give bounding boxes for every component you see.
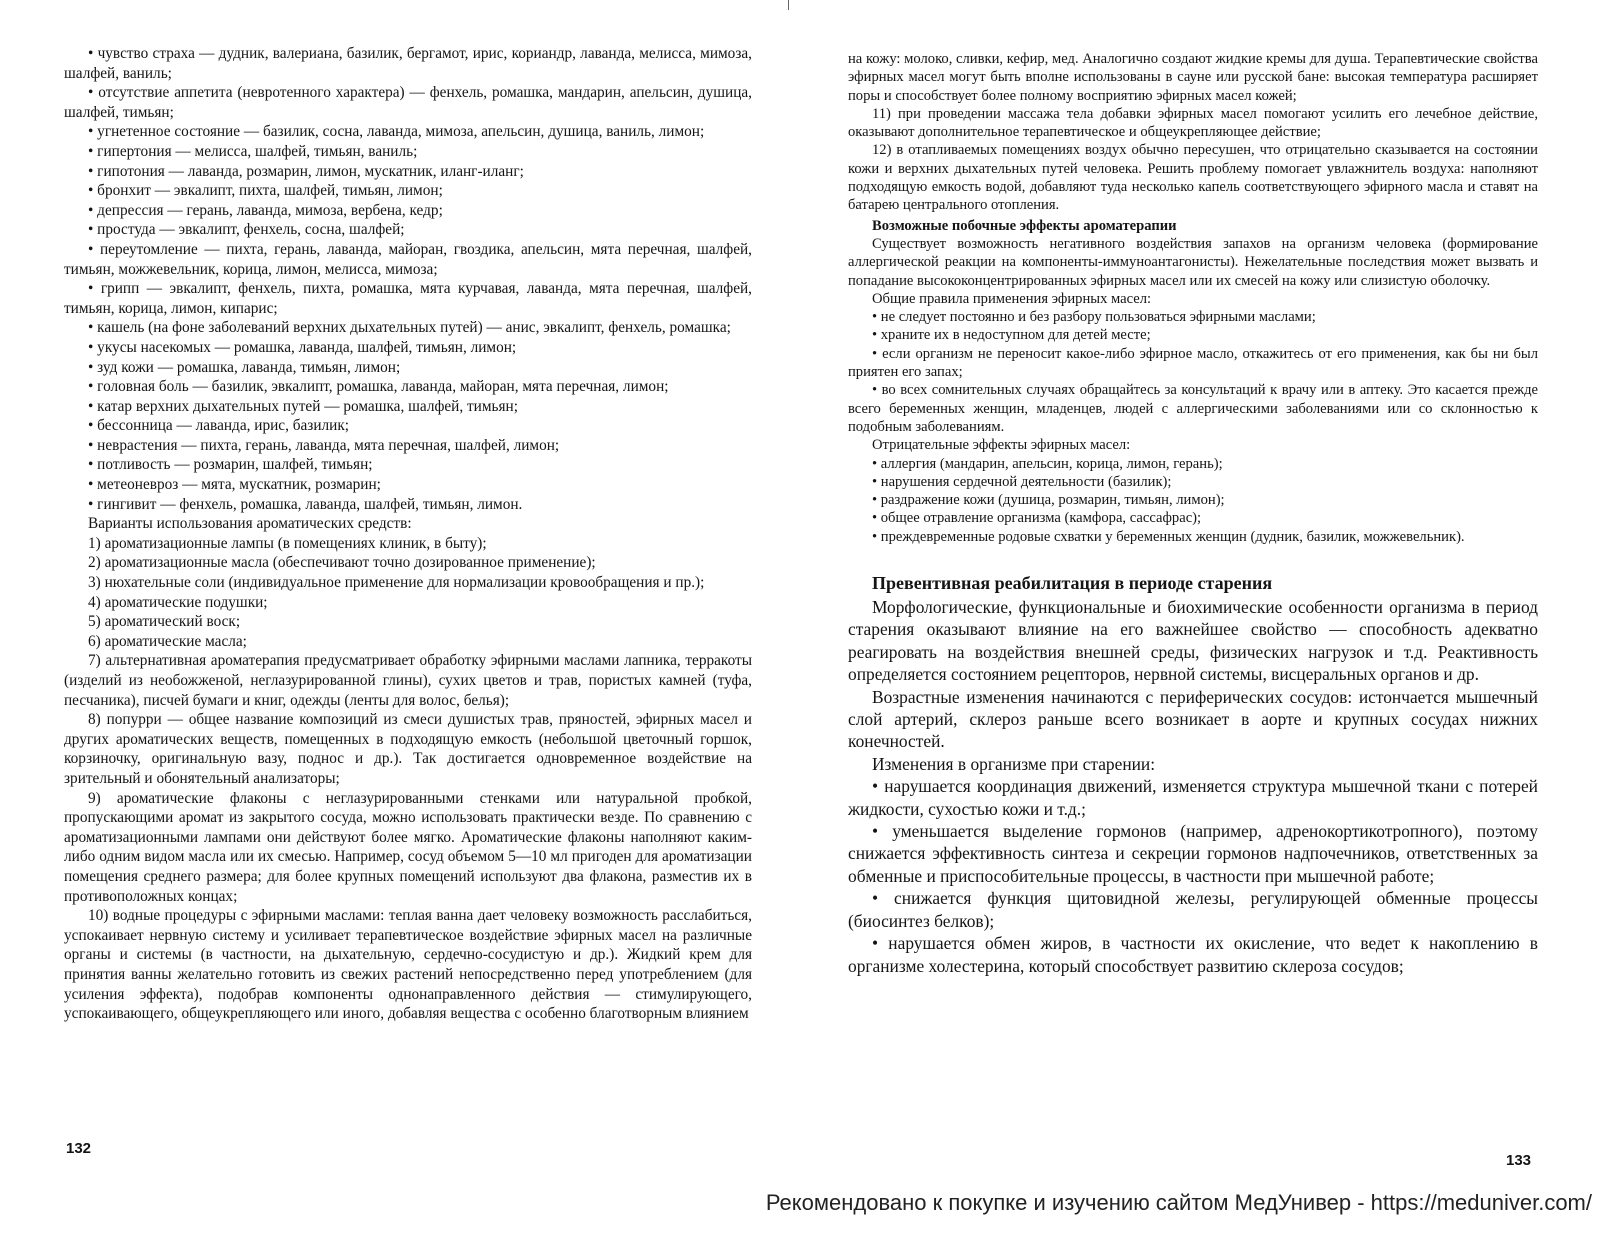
paragraph: Отрицательные эффекты эфирных масел: [872, 437, 1131, 454]
footer-watermark: Рекомендовано к покупке и изучению сайтом МедУнивер - https://meduniver.com/ [765, 1190, 1592, 1215]
paragraph: • аллергия (мандарин, апельсин, корица, лимон, герань); [872, 455, 1223, 472]
paragraph: • катар верхних дыхательных путей — ромашка, шалфей, тимьян; [88, 397, 518, 415]
paragraph: • укусы насекомых — ромашка, лаванда, шалфей, тимьян, лимон; [88, 338, 517, 356]
subheading: Возможные побочные эффекты ароматерапии [872, 217, 1177, 234]
paragraph: • отсутствие аппетита (невротенного характера) — фенхель, ромашка, мандарин, апельсин, душица, шалфей, тимьян; [64, 84, 752, 121]
paragraph: • зуд кожи — ромашка, лаванда, тимьян, лимон; [88, 358, 401, 376]
paragraph: • преждевременные родовые схватки у беременных женщин (дудник, базилик, можжевельник). [872, 528, 1465, 545]
paragraph: 8) попурри — общее название композиций из смеси душистых трав, пряностей, эфирных масел и других ароматических веществ, помещенных в подходящую емкость (небольшой цветочный горшок, корзиночку, оригинальную вазу, поднос и др.). Так достигается одновременное воздействие на зрительный и обонятельный анализаторы; [64, 711, 752, 787]
paragraph: 10) водные процедуры с эфирными маслами: теплая ванна дает человеку возможность расслабиться, успокаивает нервную систему и усиливает терапевтическое воздействие эфирных масел на различные органы и системы (в частности, на дыхательную, сердечно-сосудистую и др.). Жидкий крем для принятия ванны желательно готовить из свежих растений непосредственно перед употреблением (для усиления эффекта), подобрав компоненты однонаправленного действия — стимулирующего, успокаивающего, общеукрепляющего или иного, добавляя вещества с особенно благотворным влиянием [64, 907, 752, 1023]
section-title: Превентивная реабилитация в периоде старения [872, 573, 1273, 594]
paragraph: • нарушения сердечной деятельности (базилик); [872, 473, 1172, 490]
paragraph: 1) ароматизационные лампы (в помещениях клиник, в быту); [88, 534, 487, 552]
paragraph: • общее отравление организма (камфора, сассафрас); [872, 510, 1202, 527]
paragraph: • гингивит — фенхель, ромашка, лаванда, шалфей, тимьян, лимон. [88, 495, 523, 513]
page-number-left: 132 [66, 1140, 92, 1157]
paragraph: • кашель (на фоне заболеваний верхних дыхательных путей) — анис, эвкалипт, фенхель, ромашка; [88, 319, 731, 337]
right-page [800, 0, 1600, 1239]
paragraph: • угнетенное состояние — базилик, сосна, лаванда, мимоза, апельсин, душица, ваниль, лимон; [88, 123, 705, 141]
paragraph: 3) нюхательные соли (индивидуальное применение для нормализации кровообращения и пр.); [88, 574, 705, 592]
paragraph: 6) ароматические масла; [88, 632, 247, 650]
right-page-text [848, 50, 1538, 977]
paragraph: • раздражение кожи (душица, розмарин, тимьян, лимон); [872, 492, 1225, 509]
page-number-right: 133 [1506, 1152, 1532, 1169]
paragraph: на кожу: молоко, сливки, кефир, мед. Аналогично создают жидкие кремы для душа. Терапевтические свойства эфирных масел могут быть вполне использованы в сауне или русской бане: высокая температура расширяет поры и способствует более полному восприятию эфирных масел кожей; [848, 51, 1538, 104]
paragraph: • если организм не переносит какое-либо эфирное масло, откажитесь от его применения, как бы ни был приятен его запах; [848, 345, 1538, 381]
paragraph: • храните их в недоступном для детей месте; [872, 327, 1151, 344]
paragraph: • чувство страха — дудник, валериана, базилик, бергамот, ирис, кориандр, лаванда, мелисса, мимоза, шалфей, ваниль; [64, 45, 752, 82]
paragraph: • гипотония — лаванда, розмарин, лимон, мускатник, иланг-иланг; [88, 162, 524, 180]
paragraph: Существует возможность негативного воздействия запахов на организм человека (формирование аллергической реакции на компоненты-иммуноантагонисты). Нежелательные последствия может вызвать и попадание высококонцентрированных эфирных масел или их смесей на кожу или слизистую оболочку. [848, 235, 1538, 289]
paragraph: • бронхит — эвкалипт, пихта, шалфей, тимьян, лимон; [88, 182, 443, 200]
paragraph: • гипертония — мелисса, шалфей, тимьян, ваниль; [88, 142, 418, 160]
paragraph: • потливость — розмарин, шалфей, тимьян; [88, 456, 373, 474]
paragraph: Морфологические, функциональные и биохимические особенности организма в период старения оказывают влияние на его важнейшее свойство — способность адекватно реагировать на воздействия внешней среды, физических нагрузок и т.д. Реактивность определяется состоянием рецепторов, нервной системы, висцеральных органов и др. [848, 597, 1538, 685]
paragraph: • нарушается обмен жиров, в частности их окисление, что ведет к накоплению в организме холестерина, который способствует развитию склероза сосудов; [848, 933, 1538, 976]
paragraph: 12) в отапливаемых помещениях воздух обычно пересушен, что отрицательно сказывается на состоянии кожи и верхних дыхательных путей человека. Решить проблему помогает увлажнитель воздуха: наполняют подходящую емкость водой, добавляют туда несколько капель соответствующего эфирного масла и ставят на батарею центрального отопления. [848, 142, 1538, 214]
left-page-text [64, 44, 752, 1024]
paragraph: 4) ароматические подушки; [88, 593, 268, 611]
paragraph: • простуда — эвкалипт, фенхель, сосна, шалфей; [88, 221, 405, 239]
paragraph: 5) ароматический воск; [88, 613, 241, 631]
paragraph: 9) ароматические флаконы с неглазурированными стенками или натуральной пробкой, пропускающими аромат из закрытого сосуда, можно использовать практически везде. По сравнению с ароматизационными лампами они действуют более мягко. Ароматические флаконы наполняют каким-либо одним видом масла или их смесью. Например, сосуд объемом 5—10 мл пригоден для ароматизации помещения среднего размера; для более крупных помещений используют два флакона, разместив их в противоположных концах; [64, 789, 752, 905]
paragraph: Общие правила применения эфирных масел: [872, 290, 1152, 307]
paragraph: Возрастные изменения начинаются с периферических сосудов: истончается мышечный слой артерий, склероз раньше всего возникает в аорте и крупных сосудах нижних конечностей. [848, 686, 1538, 752]
paragraph: • головная боль — базилик, эвкалипт, ромашка, лаванда, майоран, мята перечная, лимон; [88, 378, 669, 396]
paragraph: • нарушается координация движений, изменяется структура мышечной ткани с потерей жидкости, сухостью кожи и т.д.; [848, 776, 1538, 819]
paragraph: 11) при проведении массажа тела добавки эфирных масел помогают усилить его лечебное действие, оказывают дополнительное терапевтическое и общеукрепляющее действие; [848, 105, 1538, 141]
paragraph: • неврастения — пихта, герань, лаванда, мята перечная, шалфей, лимон; [88, 436, 560, 454]
paragraph: • бессонница — лаванда, ирис, базилик; [88, 417, 350, 435]
paragraph: Варианты использования ароматических средств: [88, 515, 412, 533]
paragraph: • грипп — эвкалипт, фенхель, пихта, ромашка, мята курчавая, лаванда, мята перечная, шалфей, тимьян, корица, лимон, кипарис; [64, 280, 752, 317]
paragraph: • уменьшается выделение гормонов (например, адренокортикотропного), поэтому снижается эффективность синтеза и секреции гормонов надпочечников, ответственных за обменные и приспособительные процессы, в частности при мышечной работе; [848, 821, 1538, 886]
section-body [848, 596, 1538, 977]
paragraph: • снижается функция щитовидной железы, регулирующей обменные процессы (биосинтез белков); [848, 888, 1538, 931]
paragraph: • во всех сомнительных случаях обращайтесь за консультаций к врачу или в аптеку. Это касается прежде всего беременных женщин, младенцев, людей с аллергическими заболеваниями или со склонностью к подобным заболеваниям. [848, 382, 1538, 435]
paragraph: • не следует постоянно и без разбору пользоваться эфирными маслами; [872, 309, 1316, 326]
paragraph: • депрессия — герань, лаванда, мимоза, вербена, кедр; [88, 201, 443, 219]
paragraph: • переутомление — пихта, герань, лаванда, майоран, гвоздика, апельсин, мята перечная, шалфей, тимьян, можжевельник, корица, лимон, мелисса, мимоза; [64, 240, 752, 278]
paragraph: 2) ароматизационные масла (обеспечивают точно дозированное применение); [88, 554, 596, 572]
paragraph: • метеоневроз — мята, мускатник, розмарин; [88, 476, 381, 494]
paragraph: Изменения в организме при старении: [872, 753, 1156, 774]
paragraph: 7) альтернативная ароматерапия предусматривает обработку эфирными маслами лапника, терракоты (изделий из необожженой, неглазурированной глины), сухих цветов и трав, пористых камней (туфа, песчаника), писчей бумаги и книг, одежды (ленты для волос, белья); [64, 652, 752, 709]
